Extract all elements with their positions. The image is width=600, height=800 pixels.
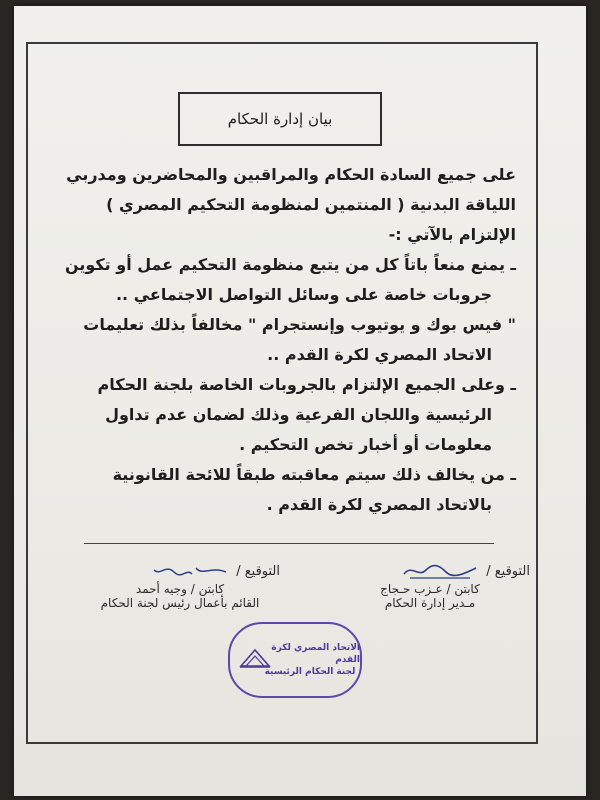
body-line: الرئيسية واللجان الفرعية وذلك لضمان عدم تداول bbox=[105, 405, 492, 424]
signature-label: التوقيع / bbox=[236, 563, 280, 579]
separator-line bbox=[84, 543, 494, 544]
stamp-line-1: الاتحاد المصري لكرة القدم bbox=[271, 643, 360, 665]
body-line: ـ من يخالف ذلك سيتم معاقبته طبقاً للائحة القانونية bbox=[112, 465, 516, 484]
handwritten-signature-icon bbox=[150, 560, 230, 582]
body-line: جروبات خاصة على وسائل التواصل الاجتماعي .. bbox=[115, 285, 492, 304]
body-line: الاتحاد المصري لكرة القدم .. bbox=[267, 345, 492, 364]
signatory-title: مـدير إدارة الحكام bbox=[384, 596, 476, 610]
handwritten-signature-icon bbox=[400, 560, 480, 582]
signature-block-chairman bbox=[80, 560, 280, 610]
body-line: على جميع السادة الحكام والمراقبين والمحاضرين ومدربي bbox=[66, 165, 516, 184]
signatory-name: كابتن / عـزب حـجاج bbox=[380, 582, 480, 596]
body-line: بالاتحاد المصري لكرة القدم . bbox=[266, 495, 492, 514]
body-line: اللياقة البدنية ( المنتمين لمنظومة التحكيم المصري ) bbox=[106, 195, 516, 214]
signature-block-director bbox=[330, 560, 530, 610]
signatory-name: كابتن / وجيه أحمد bbox=[135, 582, 225, 596]
federation-logo-icon bbox=[238, 646, 272, 670]
statement-title-text: بيان إدارة الحكام bbox=[227, 110, 333, 128]
body-line: معلومات أو أخبار تخص التحكيم . bbox=[239, 435, 492, 454]
official-stamp bbox=[228, 622, 362, 698]
body-line: " فيس بوك و يوتيوب وإنستجرام " مخالفاً بذلك تعليمات bbox=[83, 315, 516, 334]
signatory-title: القائم بأعمال رئيس لجنة الحكام bbox=[100, 596, 260, 610]
body-line: الإلتزام بالآتي :- bbox=[388, 225, 516, 244]
stamp-line-2: لجنة الحكام الرئيسية bbox=[264, 667, 356, 677]
statement-title bbox=[178, 92, 382, 146]
body-line: ـ يمنع منعاً باتاً كل من يتبع منظومة التحكيم عمل أو تكوين bbox=[64, 255, 516, 274]
signature-label: التوقيع / bbox=[486, 563, 530, 579]
body-line: ـ وعلى الجميع الإلتزام بالجروبات الخاصة بلجنة الحكام bbox=[97, 375, 516, 394]
statement-body bbox=[64, 160, 516, 520]
